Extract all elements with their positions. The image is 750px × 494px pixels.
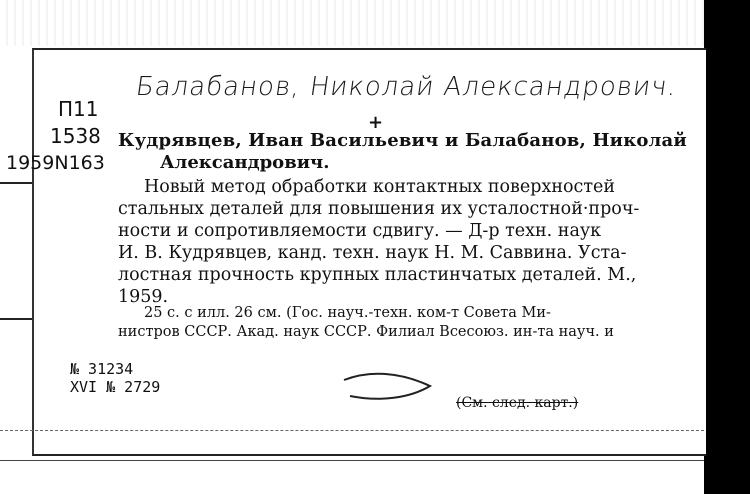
body-line: стальных деталей для повышения их усталостной·проч- [118, 199, 640, 219]
body-line: Новый метод обработки контактных поверхностей [144, 177, 616, 197]
ink-swash-mark [340, 368, 440, 408]
scan-edge-line [0, 182, 32, 184]
cross-reference: (См. след. карт.) [456, 395, 579, 411]
shelfmark-line: 1959N163 [6, 152, 105, 174]
shelfmark-line: 1538 [50, 124, 101, 148]
handwritten-heading: Балабанов, Николай Александрович. [133, 72, 679, 102]
card-heading-continued: Александрович. [160, 152, 330, 173]
inventory-numbers [70, 360, 160, 396]
card-collation [118, 304, 688, 342]
card-heading: Кудрявцев, Иван Васильевич и Балабанов, Николай [118, 130, 687, 151]
scan-border-right [704, 0, 750, 494]
scan-edge-dashed [0, 430, 704, 431]
body-line: И. В. Кудрявцев, канд. техн. наук Н. М. Саввина. Уста- [118, 243, 627, 263]
inventory-series: XVI № 2729 [70, 378, 161, 396]
body-line: ности и сопротивляемости сдвигу. — Д-р техн. наук [118, 221, 602, 241]
scan-edge-line [0, 460, 704, 461]
inventory-number: № 31234 [70, 360, 134, 378]
plus-mark: + [368, 112, 384, 133]
scan-background-top [0, 0, 705, 46]
body-line: 1959. [118, 287, 169, 307]
shelfmark [6, 96, 105, 177]
collation-line: нистров СССР. Акад. наук СССР. Филиал Всесоюз. ин-та науч. и [118, 324, 614, 340]
card-body [118, 176, 678, 308]
collation-line: 25 с. с илл. 26 см. (Гос. науч.-техн. ком-т Совета Ми- [144, 305, 551, 321]
shelfmark-line: П11 [58, 97, 99, 121]
body-line: лостная прочность крупных пластинчатых деталей. М., [118, 265, 637, 285]
scan-edge-line [0, 318, 32, 320]
